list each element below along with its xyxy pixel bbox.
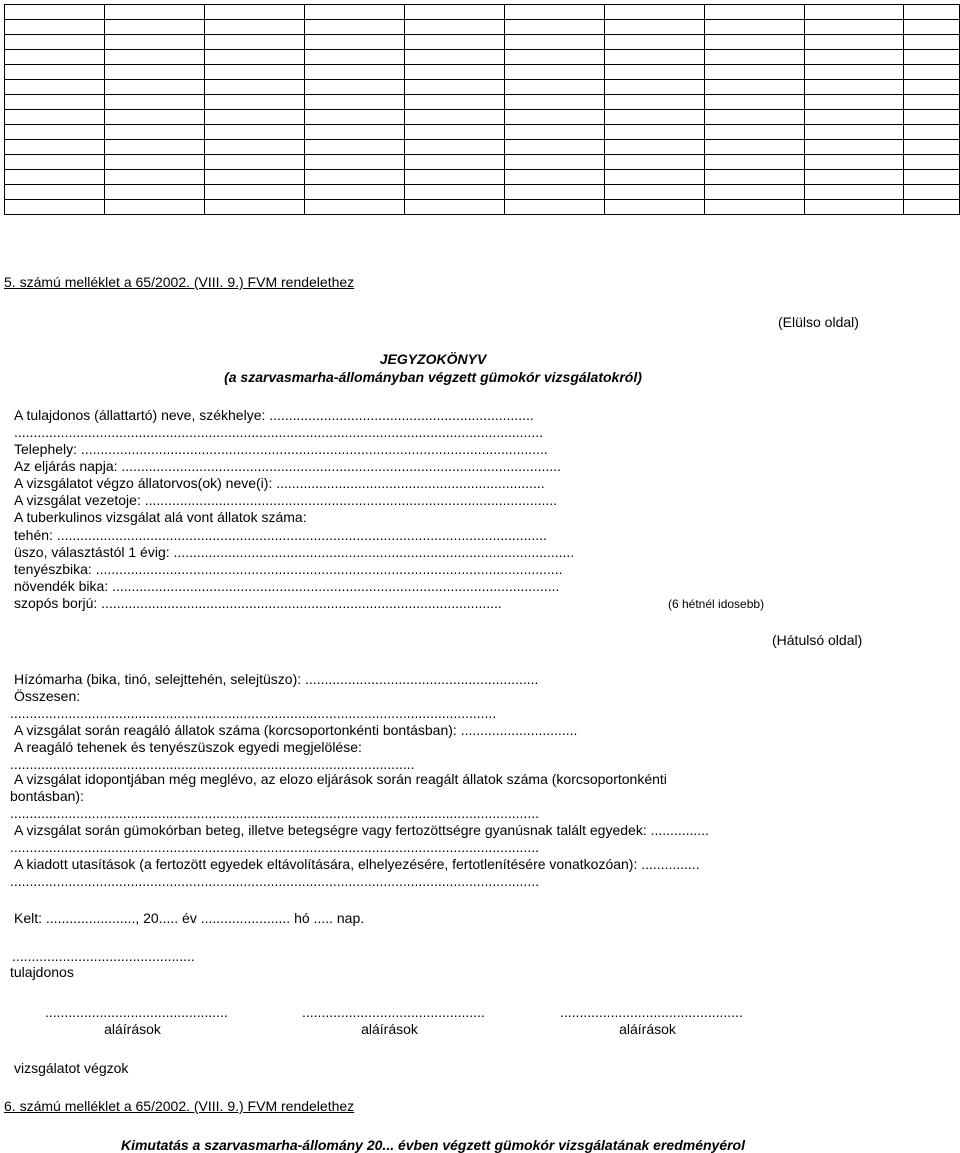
grid-cell (204, 50, 304, 65)
grid-cell (904, 35, 960, 50)
grid-cell (304, 155, 404, 170)
grid-cell (104, 5, 204, 20)
grid-cell (804, 110, 904, 125)
grid-cell (204, 125, 304, 140)
signature-label-2: aláírások (361, 1021, 418, 1037)
grid-cell (904, 140, 960, 155)
previous-reactors-line: A vizsgálat idopontjában még meglévo, az elozo eljárások során reagált állatok száma (korcsoportonkénti (14, 771, 667, 787)
grid-cell (504, 110, 604, 125)
grid-row (5, 65, 960, 80)
grid-row (5, 35, 960, 50)
grid-cell (904, 80, 960, 95)
grid-cell (5, 50, 105, 65)
grid-cell (304, 200, 404, 215)
grid-cell (104, 35, 204, 50)
grid-cell (5, 80, 105, 95)
grid-cell (404, 35, 504, 50)
grid-cell (804, 125, 904, 140)
grid-cell (5, 35, 105, 50)
signature-dots-3: ............................................... (560, 1004, 743, 1020)
grid-cell (304, 125, 404, 140)
procedure-date-line: Az eljárás napja: ................................................................................................................. (14, 458, 561, 474)
veterinarian-line: A vizsgálatot végzo állatorvos(ok) neve(i): ..................................................................... (14, 475, 545, 491)
previous-reactors-continuation: bontásban): (10, 788, 84, 804)
grid-cell (704, 170, 804, 185)
total-dots: ............................................................................................................................. (10, 705, 497, 721)
grid-cell (304, 185, 404, 200)
annex-6-reference: 6. számú melléklet a 65/2002. (VIII. 9.) FVM rendelethez (4, 1098, 355, 1114)
grid-cell (304, 35, 404, 50)
grid-cell (504, 125, 604, 140)
grid-cell (804, 20, 904, 35)
grid-cell (904, 110, 960, 125)
total-line: Összesen: (14, 688, 81, 704)
grid-cell (404, 155, 504, 170)
grid-cell (404, 95, 504, 110)
grid-cell (404, 125, 504, 140)
grid-cell (904, 200, 960, 215)
grid-cell (204, 35, 304, 50)
grid-cell (904, 20, 960, 35)
grid-cell (604, 20, 704, 35)
grid-cell (204, 95, 304, 110)
grid-cell (304, 140, 404, 155)
grid-cell (304, 80, 404, 95)
grid-cell (204, 170, 304, 185)
grid-row (5, 80, 960, 95)
grid-cell (804, 65, 904, 80)
grid-cell (5, 170, 105, 185)
grid-cell (604, 95, 704, 110)
grid-cell (804, 155, 904, 170)
grid-cell (204, 200, 304, 215)
grid-cell (804, 200, 904, 215)
grid-cell (5, 20, 105, 35)
grid-cell (304, 5, 404, 20)
grid-row (5, 50, 960, 65)
grid-cell (604, 125, 704, 140)
grid-cell (704, 185, 804, 200)
grid-cell (604, 65, 704, 80)
grid-cell (804, 185, 904, 200)
grid-cell (304, 170, 404, 185)
grid-cell (404, 80, 504, 95)
grid-cell (404, 110, 504, 125)
grid-cell (904, 170, 960, 185)
grid-cell (604, 35, 704, 50)
grid-cell (904, 95, 960, 110)
grid-row (5, 5, 960, 20)
diseased-animals-dots: ........................................................................................................................................ (10, 839, 539, 855)
grid-cell (304, 95, 404, 110)
grid-cell (104, 50, 204, 65)
owner-signature-dots: ............................................... (12, 948, 195, 964)
grid-cell (404, 20, 504, 35)
grid-cell (704, 95, 804, 110)
animals-tested-heading: A tuberkulinos vizsgálat alá vont állatok száma: (14, 509, 307, 525)
grid-cell (5, 110, 105, 125)
grid-cell (404, 185, 504, 200)
grid-cell (104, 65, 204, 80)
young-bull-line: növendék bika: ................................................................................................................... (14, 578, 560, 594)
grid-cell (604, 50, 704, 65)
grid-cell (604, 110, 704, 125)
grid-cell (5, 185, 105, 200)
grid-cell (504, 20, 604, 35)
grid-cell (504, 5, 604, 20)
annex-5-reference: 5. számú melléklet a 65/2002. (VIII. 9.) FVM rendelethez (4, 274, 355, 290)
grid-cell (204, 110, 304, 125)
grid-cell (5, 95, 105, 110)
reacting-animals-line: A vizsgálat során reagáló állatok száma (korcsoportonkénti bontásban): .............................. (14, 722, 578, 738)
grid-cell (5, 5, 105, 20)
grid-cell (704, 5, 804, 20)
grid-cell (104, 110, 204, 125)
grid-cell (704, 20, 804, 35)
grid-row (5, 170, 960, 185)
premises-line: Telephely: ........................................................................................................................ (14, 441, 548, 457)
heifer-line: üszo, választástól 1 évig: ....................................................................................................... (14, 544, 575, 560)
signature-label-1: aláírások (104, 1021, 161, 1037)
grid-cell (5, 200, 105, 215)
grid-cell (204, 140, 304, 155)
grid-cell (504, 50, 604, 65)
owner-name-continuation: ........................................................................................................................................ (14, 424, 543, 440)
grid-cell (704, 80, 804, 95)
breeding-bull-line: tenyészbika: ........................................................................................................................ (14, 561, 563, 577)
grid-cell (604, 5, 704, 20)
grid-cell (104, 155, 204, 170)
grid-cell (504, 155, 604, 170)
place-date-line: Kelt: ......................., 20..... év ....................... hó ..... nap. (14, 910, 365, 926)
grid-cell (304, 20, 404, 35)
grid-cell (504, 185, 604, 200)
grid-row (5, 185, 960, 200)
grid-cell (104, 125, 204, 140)
reacting-id-dots: ........................................................................................................ (10, 756, 415, 772)
grid-cell (104, 20, 204, 35)
grid-cell (904, 185, 960, 200)
grid-row (5, 155, 960, 170)
grid-cell (104, 95, 204, 110)
fattening-cattle-line: Hízómarha (bika, tinó, selejttehén, selejtüszo): ............................................................ (14, 671, 539, 687)
grid-cell (204, 80, 304, 95)
grid-cell (804, 95, 904, 110)
grid-cell (904, 65, 960, 80)
grid-cell (604, 185, 704, 200)
grid-cell (804, 140, 904, 155)
grid-cell (604, 155, 704, 170)
grid-cell (104, 140, 204, 155)
grid-cell (204, 185, 304, 200)
back-side-label: (Hátulsó oldal) (772, 632, 863, 648)
reacting-id-line: A reagáló tehenek és tenyészüszok egyedi megjelölése: (14, 739, 362, 755)
grid-cell (404, 65, 504, 80)
grid-cell (904, 155, 960, 170)
grid-cell (104, 170, 204, 185)
grid-row (5, 200, 960, 215)
grid-cell (704, 140, 804, 155)
grid-cell (5, 155, 105, 170)
grid-cell (504, 140, 604, 155)
diseased-animals-line: A vizsgálat során gümokórban beteg, illetve betegségre vagy fertozöttségre gyanúsnak talált egyedek: ............... (14, 822, 709, 838)
grid-cell (404, 140, 504, 155)
examiners-label: vizsgálatot végzok (14, 1060, 129, 1076)
grid-cell (804, 80, 904, 95)
grid-cell (804, 170, 904, 185)
document-subtitle: (a szarvasmarha-állományban végzett gümokór vizsgálatokról) (224, 369, 642, 385)
empty-grid-table (4, 4, 960, 215)
grid-cell (404, 5, 504, 20)
signature-dots-2: ............................................... (302, 1004, 485, 1020)
grid-cell (504, 95, 604, 110)
grid-row (5, 140, 960, 155)
cow-line: tehén: .............................................................................................................................. (14, 527, 547, 543)
summary-title: Kimutatás a szarvasmarha-állomány 20... évben végzett gümokór vizsgálatának eredményérol (120, 1137, 746, 1153)
grid-cell (504, 170, 604, 185)
signature-label-3: aláírások (619, 1021, 676, 1037)
front-side-label: (Elülso oldal) (778, 314, 859, 330)
grid-cell (5, 125, 105, 140)
grid-cell (204, 155, 304, 170)
instructions-line: A kiadott utasítások (a fertozött egyedek eltávolítására, elhelyezésére, fertotlenítésére vonatkozóan): ............... (14, 856, 700, 872)
grid-cell (604, 80, 704, 95)
grid-cell (504, 35, 604, 50)
grid-cell (404, 50, 504, 65)
grid-cell (704, 110, 804, 125)
grid-cell (204, 65, 304, 80)
grid-cell (804, 35, 904, 50)
owner-label: tulajdonos (10, 964, 74, 980)
grid-cell (704, 50, 804, 65)
grid-cell (404, 170, 504, 185)
grid-cell (404, 200, 504, 215)
instructions-dots: ........................................................................................................................................ (10, 873, 539, 889)
grid-cell (804, 5, 904, 20)
grid-cell (704, 200, 804, 215)
signature-dots-1: ............................................... (45, 1004, 228, 1020)
grid-row (5, 20, 960, 35)
suckling-calf-note: (6 hétnél idosebb) (668, 597, 765, 611)
grid-cell (104, 185, 204, 200)
grid-cell (604, 170, 704, 185)
grid-cell (604, 200, 704, 215)
grid-cell (704, 155, 804, 170)
grid-cell (504, 80, 604, 95)
owner-name-line: A tulajdonos (állattartó) neve, székhelye: .................................................................... (14, 407, 534, 423)
grid-row (5, 125, 960, 140)
grid-cell (304, 50, 404, 65)
suckling-calf-line: szopós borjú: ....................................................................................................... (14, 595, 502, 611)
grid-cell (5, 140, 105, 155)
previous-reactors-dots: ........................................................................................................................................ (10, 805, 539, 821)
grid-cell (5, 65, 105, 80)
grid-cell (904, 5, 960, 20)
exam-leader-line: A vizsgálat vezetoje: .......................................................................................................... (14, 492, 558, 508)
grid-cell (304, 65, 404, 80)
grid-cell (704, 65, 804, 80)
grid-cell (104, 80, 204, 95)
grid-cell (904, 125, 960, 140)
grid-cell (504, 65, 604, 80)
grid-row (5, 110, 960, 125)
grid-row (5, 95, 960, 110)
grid-cell (704, 125, 804, 140)
grid-cell (304, 110, 404, 125)
grid-cell (804, 50, 904, 65)
grid-cell (704, 35, 804, 50)
grid-cell (604, 140, 704, 155)
document-title: JEGYZOKÖNYV (379, 351, 487, 367)
grid-cell (104, 200, 204, 215)
grid-cell (504, 200, 604, 215)
grid-cell (204, 5, 304, 20)
grid-cell (904, 50, 960, 65)
grid-cell (204, 20, 304, 35)
